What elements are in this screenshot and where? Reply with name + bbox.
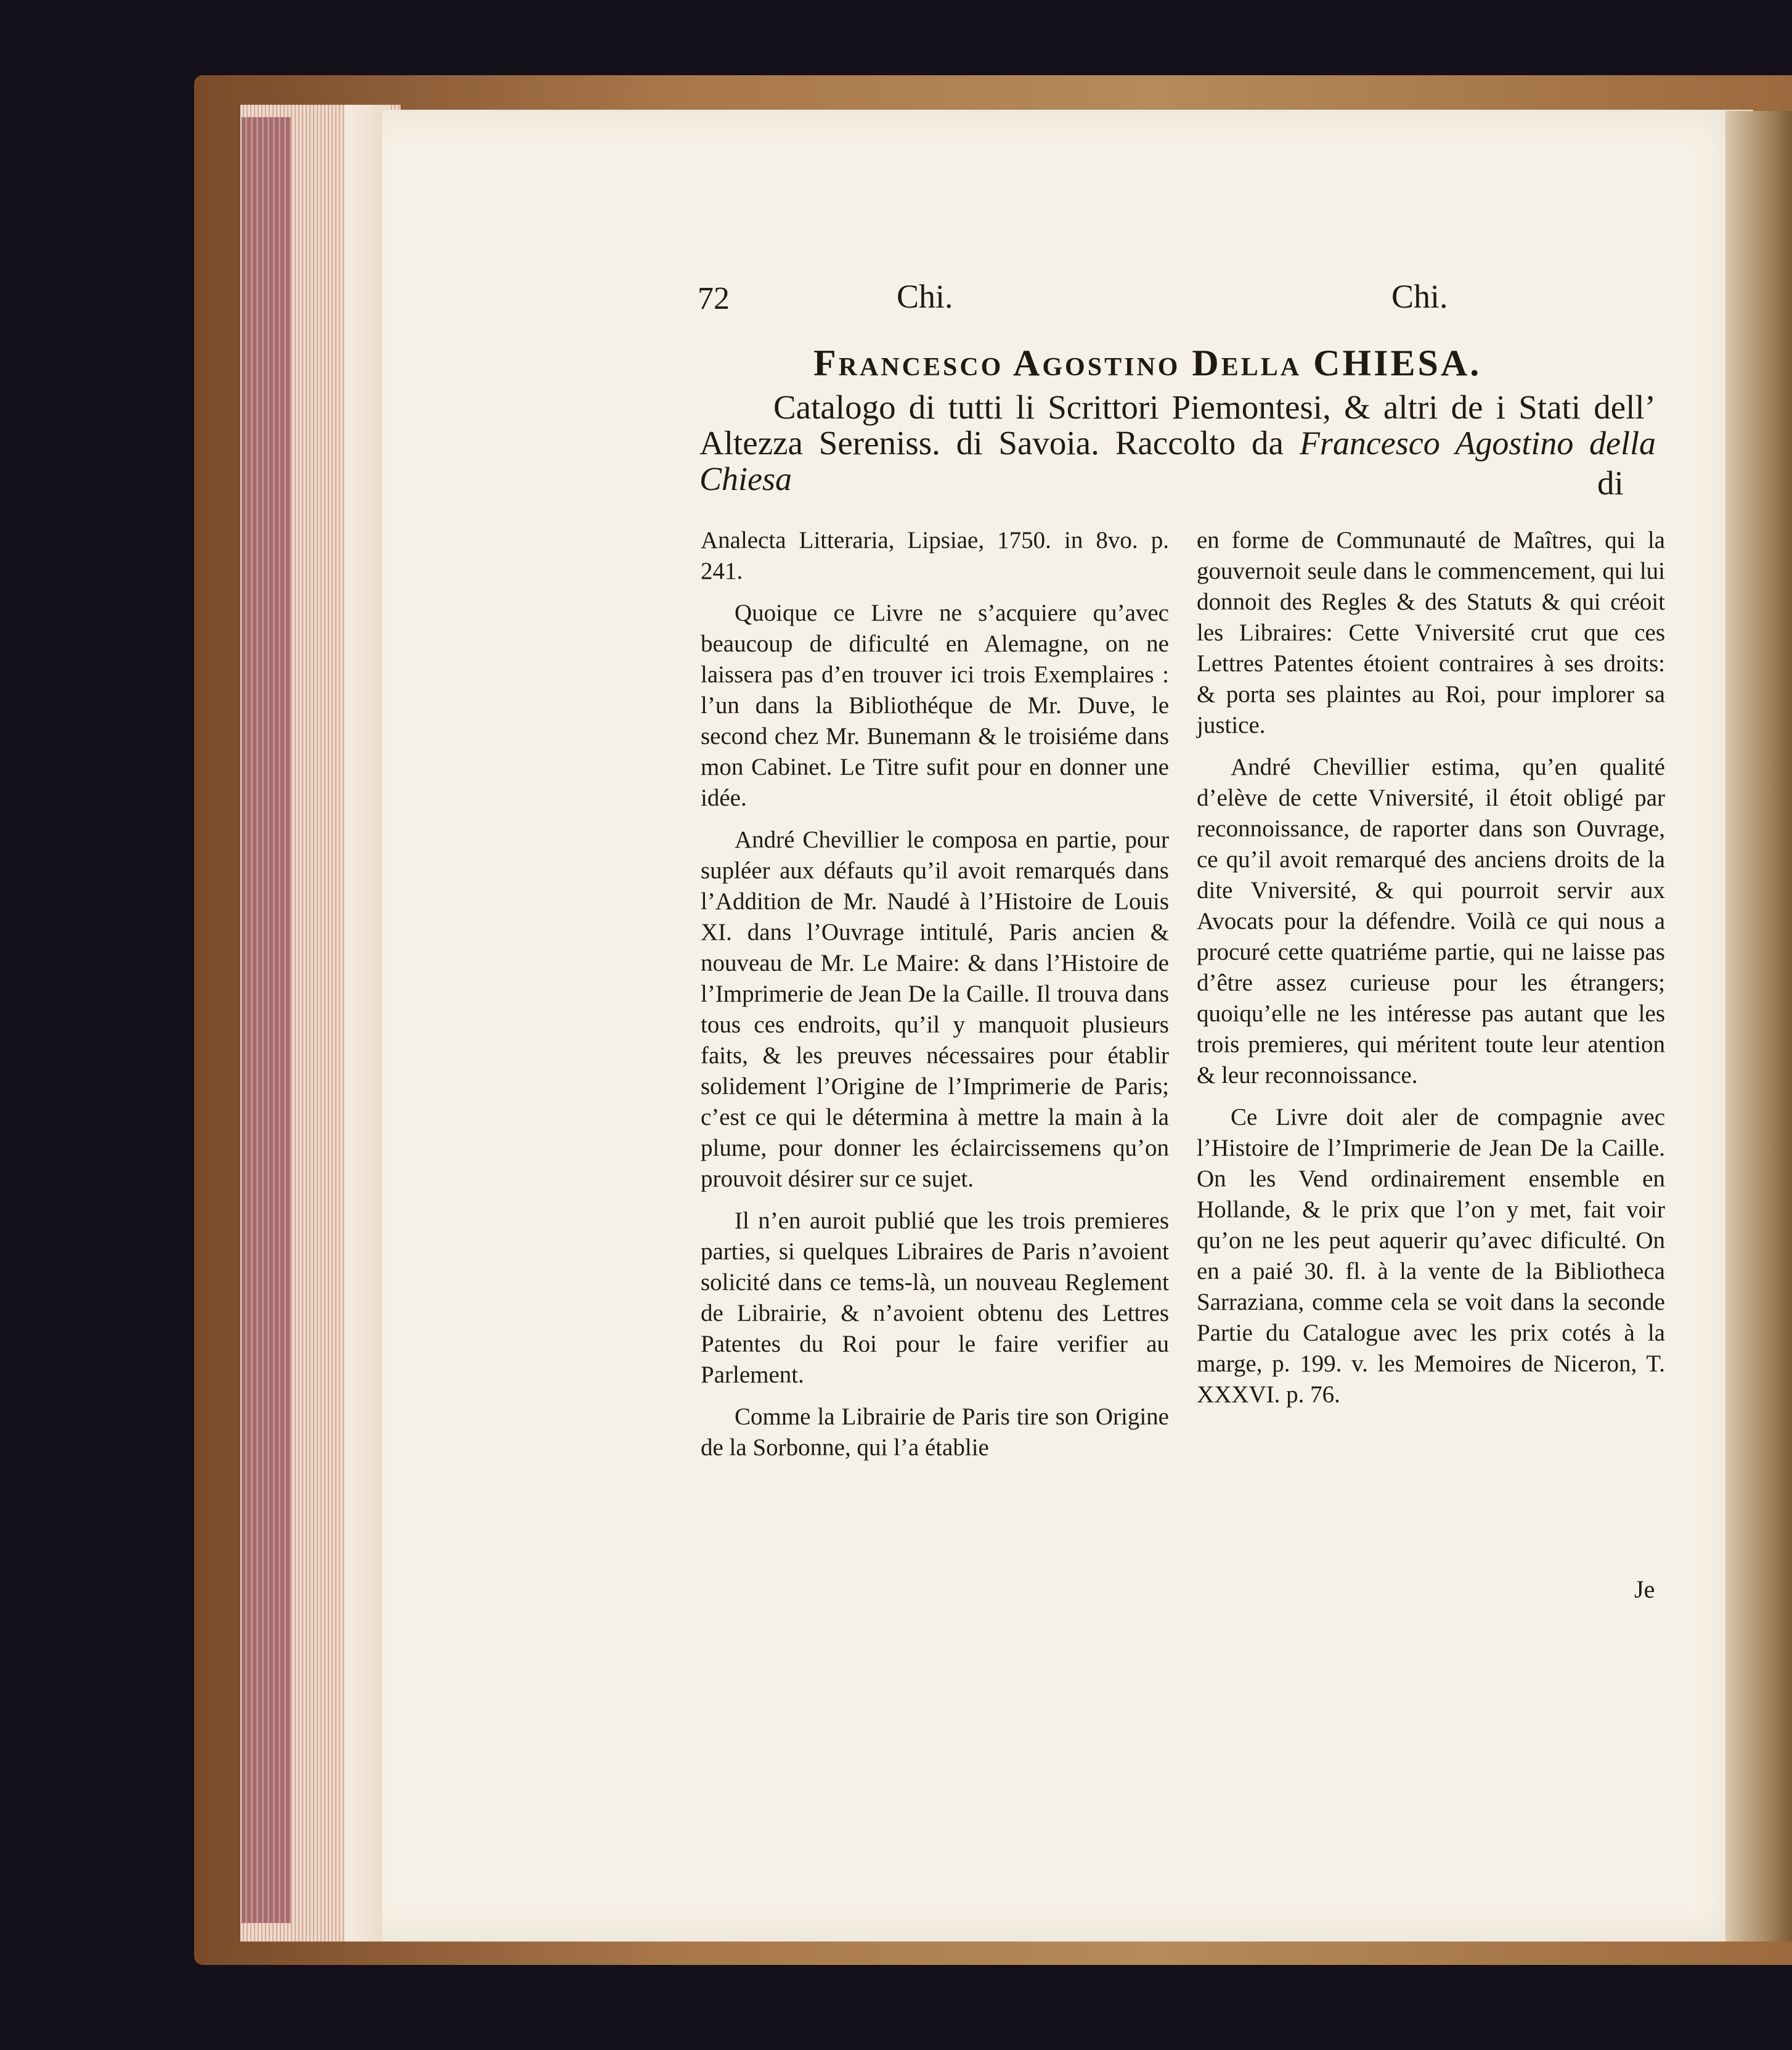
title-surname: CHIESA. bbox=[1313, 343, 1482, 383]
title-author-name: Francesco Agostino Della bbox=[813, 343, 1302, 383]
entry-title bbox=[813, 342, 1537, 385]
running-head-left: Chi. bbox=[897, 278, 953, 315]
right-paragraph-3: Ce Livre doit aler de compagnie avec l’Histoire de l’Imprimerie de Jean De la Caille. On les Vend ordinairement ensemble en Hollande, & le prix que l’on y met, fait voir qu’on ne les peut aquerir qu’avec dificulté. On en a paié 30. fl. à la vente de la Bibliotheca Sarraziana, comme cela se voit dans la seconde Partie du Catalogue avec les prix cotés à la marge, p. 199. v. les Memoires de Niceron, T. XXXVI. p. 76. bbox=[1197, 1104, 1665, 1408]
catchword-top: di bbox=[1597, 464, 1624, 502]
catalog-entry bbox=[699, 390, 1656, 497]
binding-gutter bbox=[1725, 111, 1792, 1942]
left-paragraph-1: Analecta Litteraria, Lipsiae, 1750. in 8vo. p. 241. bbox=[701, 527, 1169, 584]
red-edge-stain bbox=[242, 117, 291, 1923]
left-paragraph-2: Quoique ce Livre ne s’acquiere qu’avec beaucoup de dificulté en Alemagne, on ne laissera pas d’en trouver ici trois Exemplaires : l’un dans la Bibliothéque de Mr. Duve, le second chez Mr. Bunemann & le troisiéme dans mon Cabinet. Le Titre sufit pour en donner une idée. bbox=[701, 600, 1169, 811]
left-paragraph-5: Comme la Librairie de Paris tire son Origine de la Sorbonne, qui l’a établie bbox=[701, 1403, 1169, 1461]
left-paragraph-4: Il n’en auroit publié que les trois premieres parties, si quelques Libraires de Paris n’avoient solicité dans ce tems-là, un nouveau Reglement de Librairie, & n’avoient obtenu des Lettres Patentes du Roi pour le faire verifier au Parlement. bbox=[701, 1207, 1169, 1388]
catalog-author-italic: Francesco Agostino della Chiesa bbox=[699, 425, 1656, 497]
left-paragraph-3: André Chevillier le composa en partie, pour supléer aux défauts qu’il avoit remarqués dans l’Addition de Mr. Naudé à l’Histoire de Louis XI. dans l’Ouvrage intitulé, Paris ancien & nouveau de Mr. Le Maire: & dans l’Histoire de l’Imprimerie de Jean De la Caille. Il trouva dans tous ces endroits, qu’il y manquoit plusieurs faits, & les preuves nécessaires pour établir solidement l’Origine de l’Imprimerie de Paris; c’est ce qui le détermina à mettre la main à la plume, pour donner les éclaircissemens qu’on prouvoit désirer sur ce sujet. bbox=[701, 827, 1169, 1192]
catchword-bottom: Je bbox=[1634, 1575, 1655, 1603]
left-column bbox=[701, 525, 1169, 1474]
page-number: 72 bbox=[698, 281, 730, 316]
right-column bbox=[1197, 525, 1665, 1421]
right-paragraph-1: en forme de Communauté de Maîtres, qui la gouvernoit seule dans le commencement, qui lui donnoit des Regles & des Statuts & qui créoit les Libraires: Cette Vniversité crut que ces Lettres Patentes étoient contraires à ses droits: & porta ses plaintes au Roi, pour implorer sa justice. bbox=[1197, 527, 1665, 738]
running-head-right: Chi. bbox=[1391, 278, 1448, 315]
right-paragraph-2: André Chevillier estima, qu’en qualité d’elève de cette Vniversité, il étoit obligé par reconnoissance, de raporter dans son Ouvrage, ce qu’il avoit remarqué des anciens droits de la dite Vniversité, & qui pourroit servir aux Avocats pour la défendre. Voilà ce qui nous a procuré cette quatriéme partie, qui ne laisse pas d’être assez curieuse pour les étrangers; quoiqu’elle ne les intéresse pas autant que les trois premieres, qui méritent toute leur atention & leur reconnoissance. bbox=[1197, 754, 1665, 1088]
catalog-title-text: Catalogo di tutti li Scrittori Piemontesi, & altri de i Stati dell’ Altezza Sereniss. di Savoia. Raccolto da bbox=[699, 388, 1656, 462]
